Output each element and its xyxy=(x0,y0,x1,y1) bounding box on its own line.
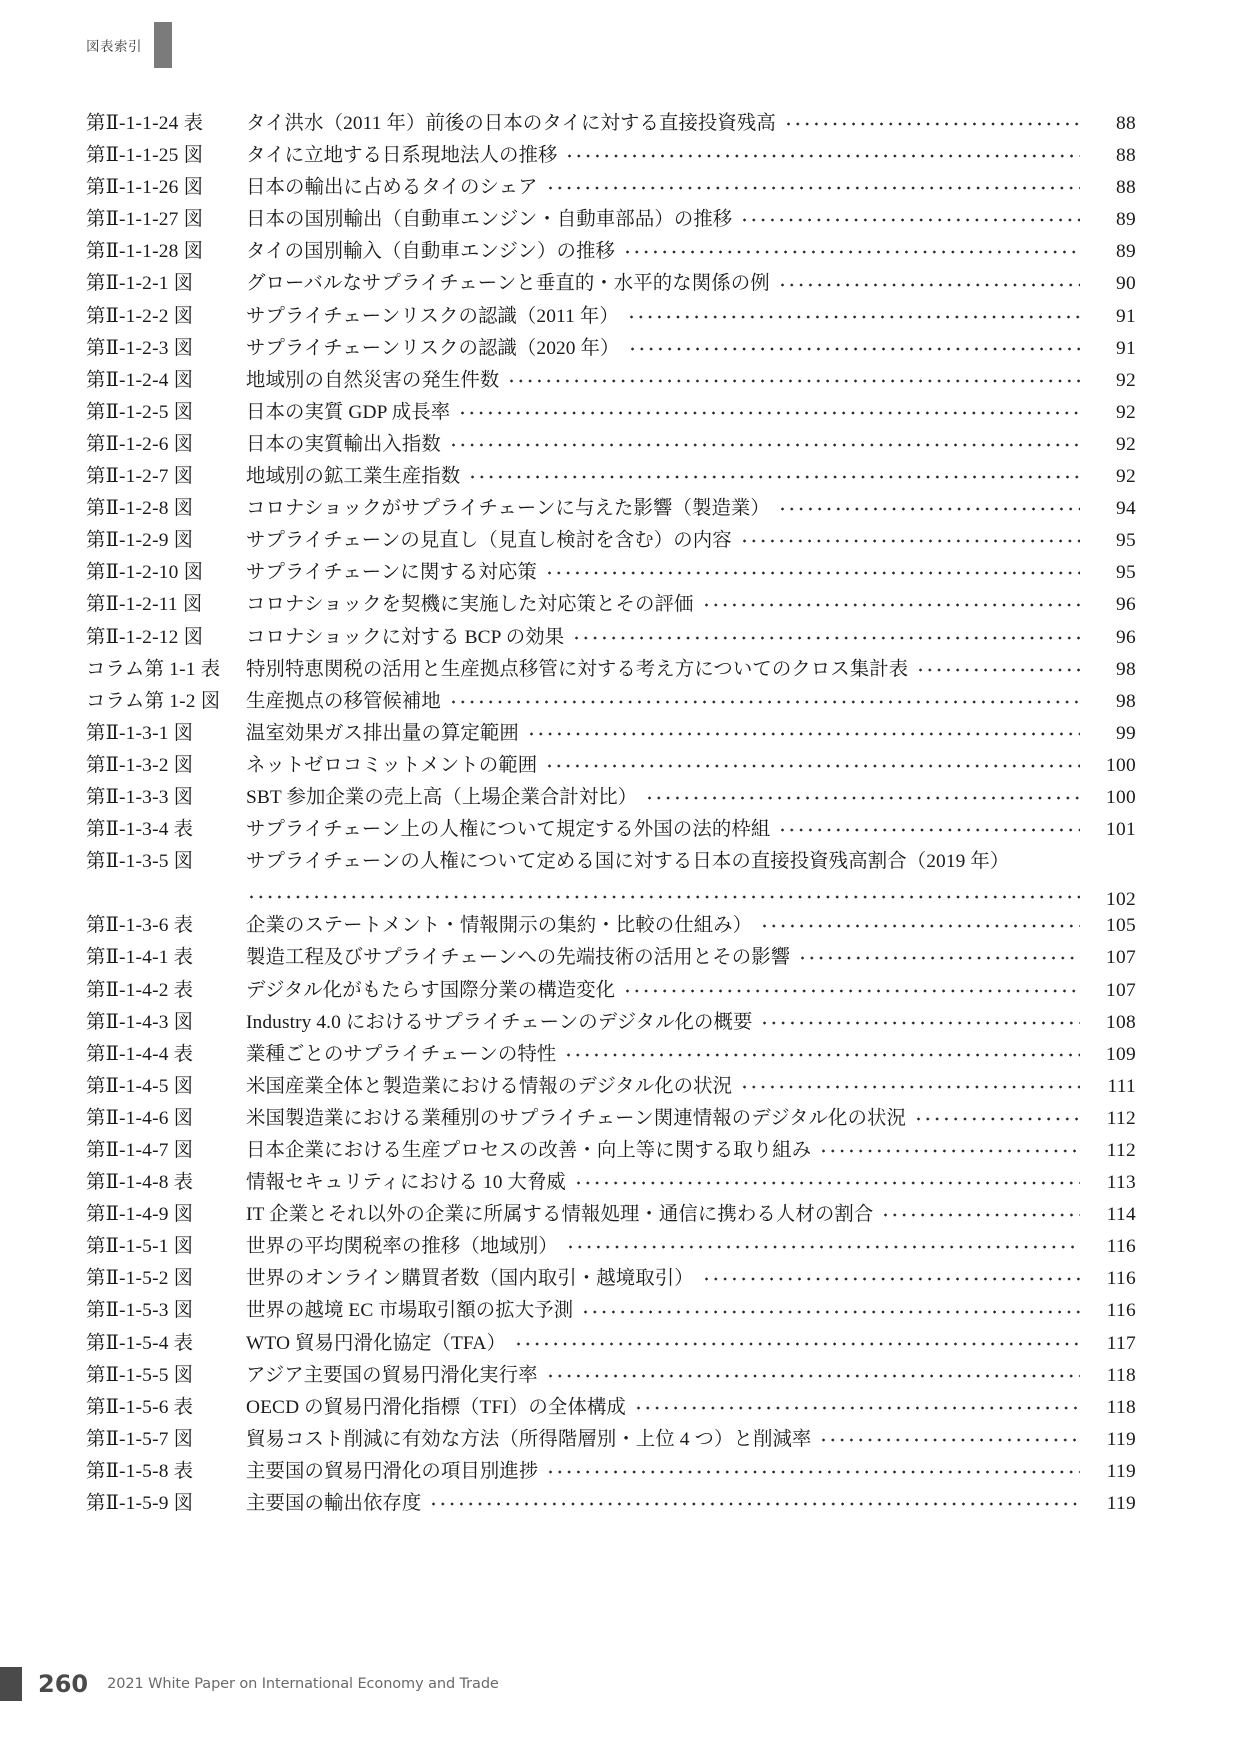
index-entry[interactable] xyxy=(86,1360,1136,1392)
index-entry-code: 第Ⅱ-1-4-8 表 xyxy=(86,1172,194,1194)
index-entry[interactable] xyxy=(86,268,1136,300)
dot-leader xyxy=(626,981,1080,1000)
index-entry-title: 米国製造業における業種別のサプライチェーン関連情報のデジタル化の状況 xyxy=(246,1107,906,1129)
dot-leader xyxy=(549,1462,1080,1481)
dot-leader xyxy=(763,917,1080,936)
index-entry-title: コロナショックに対する BCP の効果 xyxy=(246,626,565,648)
dot-leader xyxy=(763,1013,1080,1032)
index-entry-page: 95 xyxy=(1116,562,1136,584)
index-entry[interactable] xyxy=(86,557,1136,589)
index-entry[interactable] xyxy=(86,1167,1136,1199)
dot-leader xyxy=(432,1495,1080,1514)
index-entry-code: 第Ⅱ-1-4-1 表 xyxy=(86,947,194,969)
index-entry-page: 112 xyxy=(1106,1107,1136,1129)
index-entry[interactable] xyxy=(86,525,1136,557)
index-entry[interactable] xyxy=(86,846,1136,910)
index-entry-page: 118 xyxy=(1106,1396,1136,1418)
dot-leader xyxy=(884,1206,1080,1225)
dot-leader xyxy=(567,1045,1080,1064)
dot-leader xyxy=(919,660,1080,679)
index-entry[interactable] xyxy=(86,750,1136,782)
index-entry-page: 92 xyxy=(1116,369,1136,391)
index-entry-page: 98 xyxy=(1116,690,1136,712)
index-entry[interactable] xyxy=(86,1231,1136,1263)
index-entry-title: 業種ごとのサプライチェーンの特性 xyxy=(246,1043,557,1065)
index-entry-page: 91 xyxy=(1116,337,1136,359)
index-entry[interactable] xyxy=(86,782,1136,814)
dot-leader xyxy=(917,1109,1080,1128)
dot-leader xyxy=(471,468,1080,487)
index-entry[interactable] xyxy=(86,301,1136,333)
index-entry-page: 90 xyxy=(1116,273,1136,295)
index-entry-page: 94 xyxy=(1116,498,1136,520)
index-entry-title: アジア主要国の貿易円滑化実行率 xyxy=(246,1364,538,1386)
footer-accent-bar xyxy=(0,1667,22,1701)
index-entry-page: 92 xyxy=(1116,401,1136,423)
index-entry[interactable] xyxy=(86,397,1136,429)
index-entry-code: 第Ⅱ-1-5-7 図 xyxy=(86,1428,194,1450)
index-entry-title: 世界のオンライン購買者数（国内取引・越境取引） xyxy=(246,1268,694,1290)
index-entry-code: 第Ⅱ-1-2-2 図 xyxy=(86,305,194,327)
index-entry-code: 第Ⅱ-1-2-1 図 xyxy=(86,273,194,295)
index-entry-page: 88 xyxy=(1116,145,1136,167)
dot-leader xyxy=(781,275,1080,294)
index-entry-page: 119 xyxy=(1106,1428,1136,1450)
index-entry[interactable] xyxy=(86,1392,1136,1424)
index-entry[interactable] xyxy=(86,1456,1136,1488)
index-entry[interactable] xyxy=(86,1007,1136,1039)
index-entry-title: 地域別の鉱工業生産指数 xyxy=(246,466,461,488)
index-entry-code: 第Ⅱ-1-3-1 図 xyxy=(86,722,194,744)
index-entry[interactable] xyxy=(86,654,1136,686)
index-entry-title: 世界の平均関税率の推移（地域別） xyxy=(246,1236,558,1258)
dot-leader xyxy=(250,888,1080,907)
index-entry[interactable] xyxy=(86,365,1136,397)
index-entry-page: 100 xyxy=(1106,786,1136,808)
index-entry-code: 第Ⅱ-1-2-9 図 xyxy=(86,530,194,552)
index-entry-code: コラム第 1-2 図 xyxy=(86,690,221,712)
index-entry-page: 101 xyxy=(1106,819,1136,841)
index-entry[interactable] xyxy=(86,1199,1136,1231)
index-entry[interactable] xyxy=(86,1263,1136,1295)
index-entry-title: 日本の実質 GDP 成長率 xyxy=(246,401,451,423)
index-entry-title: コロナショックがサプライチェーンに与えた影響（製造業） xyxy=(246,498,770,520)
index-entry[interactable] xyxy=(86,910,1136,942)
index-entry-code: 第Ⅱ-1-1-28 図 xyxy=(86,241,204,263)
index-entry-code: 第Ⅱ-1-2-5 図 xyxy=(86,401,194,423)
index-entry-code: 第Ⅱ-1-4-6 図 xyxy=(86,1107,194,1129)
index-entry[interactable] xyxy=(86,429,1136,461)
index-entry-code: 第Ⅱ-1-2-3 図 xyxy=(86,337,194,359)
index-entry-page: 92 xyxy=(1116,466,1136,488)
dot-leader xyxy=(452,692,1080,711)
index-entry-code: 第Ⅱ-1-3-5 図 xyxy=(86,851,194,873)
index-entry-title: 生産拠点の移管候補地 xyxy=(246,690,441,712)
dot-leader xyxy=(705,1270,1080,1289)
index-entry-code: 第Ⅱ-1-3-2 図 xyxy=(86,754,194,776)
index-entry-page: 114 xyxy=(1106,1204,1136,1226)
index-entry-page: 117 xyxy=(1106,1332,1136,1354)
dot-leader xyxy=(530,724,1080,743)
index-entry-page: 88 xyxy=(1116,177,1136,199)
dot-leader xyxy=(743,211,1080,230)
index-entry-title: コロナショックを契機に実施した対応策とその評価 xyxy=(246,594,694,616)
dot-leader xyxy=(584,1302,1080,1321)
index-entry-code: 第Ⅱ-1-3-4 表 xyxy=(86,819,194,841)
index-entry-title: 日本企業における生産プロセスの改善・向上等に関する取り組み xyxy=(246,1140,812,1161)
dot-leader xyxy=(575,628,1080,647)
index-entry[interactable] xyxy=(86,589,1136,621)
dot-leader xyxy=(549,179,1080,198)
footer-publication-title: 2021 White Paper on International Economy and Trade xyxy=(107,1676,499,1692)
index-entry-page: 108 xyxy=(1106,1011,1136,1033)
dot-leader xyxy=(548,756,1080,775)
index-entry-code: 第Ⅱ-1-5-1 図 xyxy=(86,1236,194,1258)
index-entry-code: 第Ⅱ-1-1-27 図 xyxy=(86,209,204,231)
index-entry[interactable] xyxy=(86,1488,1136,1520)
index-entry-page: 91 xyxy=(1116,305,1136,327)
dot-leader xyxy=(637,1398,1080,1417)
index-entry-page: 112 xyxy=(1106,1140,1136,1161)
index-entry-title: サプライチェーンリスクの認識（2011 年） xyxy=(246,305,619,327)
index-entry-code: 第Ⅱ-1-1-25 図 xyxy=(86,145,204,167)
dot-leader xyxy=(568,147,1080,166)
dot-leader xyxy=(630,307,1080,326)
dot-leader xyxy=(648,789,1080,808)
dot-leader xyxy=(705,596,1080,615)
index-entry-page: 89 xyxy=(1116,209,1136,231)
index-entry-page: 113 xyxy=(1106,1172,1136,1194)
index-entry-code: 第Ⅱ-1-2-8 図 xyxy=(86,498,194,520)
footer-page-number: 260 xyxy=(38,1670,89,1698)
dot-leader xyxy=(510,371,1080,390)
index-entry[interactable] xyxy=(86,1039,1136,1071)
index-entry-code: 第Ⅱ-1-5-4 表 xyxy=(86,1332,194,1354)
index-entry[interactable] xyxy=(86,140,1136,172)
dot-leader xyxy=(631,339,1080,358)
index-entry-title: サプライチェーンの人権について定める国に対する日本の直接投資残高割合（2019 年） xyxy=(246,851,1010,873)
running-head xyxy=(86,22,172,68)
index-entry-page: 119 xyxy=(1106,1460,1136,1482)
index-entry-page: 111 xyxy=(1107,1075,1136,1097)
index-entry-title: 日本の輸出に占めるタイのシェア xyxy=(246,177,538,199)
index-entry[interactable] xyxy=(86,1295,1136,1327)
index-entry-code: 第Ⅱ-1-5-9 図 xyxy=(86,1493,194,1515)
index-entry-title: 主要国の貿易円滑化の項目別進捗 xyxy=(246,1460,539,1482)
index-entry[interactable] xyxy=(86,1135,1136,1167)
dot-leader xyxy=(743,532,1080,551)
index-entry-code: 第Ⅱ-1-5-2 図 xyxy=(86,1268,194,1290)
index-entry-title: 貿易コスト削減に有効な方法（所得階層別・上位 4 つ）と削減率 xyxy=(246,1428,812,1450)
index-entry-title: SBT 参加企業の売上高（上場企業合計対比） xyxy=(246,786,638,808)
index-entry[interactable] xyxy=(86,1071,1136,1103)
index-entry-page: 109 xyxy=(1106,1043,1136,1065)
dot-leader xyxy=(577,1174,1080,1193)
index-entry-page: 116 xyxy=(1106,1236,1136,1258)
index-entry-code: 第Ⅱ-1-5-3 図 xyxy=(86,1300,194,1322)
index-entry-page: 105 xyxy=(1106,915,1136,937)
index-entry-code: 第Ⅱ-1-4-9 図 xyxy=(86,1204,194,1226)
page-footer xyxy=(0,1667,1241,1701)
index-entry-code: 第Ⅱ-1-2-10 図 xyxy=(86,562,204,584)
running-head-label: 図表索引 xyxy=(86,39,142,55)
dot-leader xyxy=(517,1334,1080,1353)
index-entry-title: IT 企業とそれ以外の企業に所属する情報処理・通信に携わる人材の割合 xyxy=(246,1204,874,1226)
index-entry-title: 特別特恵関税の活用と生産拠点移管に対する考え方についてのクロス集計表 xyxy=(246,658,909,680)
index-entry-code: 第Ⅱ-1-4-3 図 xyxy=(86,1011,194,1033)
index-entry-page: 98 xyxy=(1116,658,1136,680)
index-entry-page: 96 xyxy=(1116,594,1136,616)
index-entry[interactable] xyxy=(86,493,1136,525)
index-entry-code: 第Ⅱ-1-3-3 図 xyxy=(86,786,194,808)
index-entry[interactable] xyxy=(86,236,1136,268)
index-entry-page: 100 xyxy=(1106,754,1136,776)
figure-index-list xyxy=(86,108,1136,1520)
index-entry-title: タイの国別輸入（自動車エンジン）の推移 xyxy=(246,241,615,263)
dot-leader xyxy=(822,1430,1080,1449)
dot-leader xyxy=(626,243,1080,262)
index-entry-title: タイに立地する日系現地法人の推移 xyxy=(246,145,558,167)
index-entry-code: 第Ⅱ-1-2-6 図 xyxy=(86,433,194,455)
index-entry-title: 地域別の自然災害の発生件数 xyxy=(246,369,500,391)
dot-leader xyxy=(548,564,1080,583)
index-entry[interactable] xyxy=(86,172,1136,204)
index-entry-code: 第Ⅱ-1-5-5 図 xyxy=(86,1364,194,1386)
index-entry-title: 企業のステートメント・情報開示の集約・比較の仕組み） xyxy=(246,915,753,937)
index-entry-title: WTO 貿易円滑化協定（TFA） xyxy=(246,1332,506,1354)
dot-leader xyxy=(452,435,1080,454)
index-entry-code: 第Ⅱ-1-4-2 表 xyxy=(86,979,194,1001)
dot-leader xyxy=(801,949,1080,968)
index-entry[interactable] xyxy=(86,333,1136,365)
index-entry-title: サプライチェーンリスクの認識（2020 年） xyxy=(246,337,620,359)
index-entry-title: 日本の実質輸出入指数 xyxy=(246,433,441,455)
index-entry-page: 107 xyxy=(1106,947,1136,969)
running-head-bar xyxy=(154,22,172,68)
index-entry-code: 第Ⅱ-1-4-5 図 xyxy=(86,1075,194,1097)
dot-leader xyxy=(822,1142,1080,1161)
index-entry[interactable] xyxy=(86,108,1136,140)
index-entry[interactable] xyxy=(86,814,1136,846)
index-entry-page: 102 xyxy=(1106,889,1136,911)
dot-leader xyxy=(569,1238,1080,1257)
index-entry-title: サプライチェーンに関する対応策 xyxy=(246,562,537,584)
index-entry-title: 世界の越境 EC 市場取引額の拡大予測 xyxy=(246,1300,574,1322)
index-entry-title: 米国産業全体と製造業における情報のデジタル化の状況 xyxy=(246,1075,733,1097)
index-entry[interactable] xyxy=(86,975,1136,1007)
index-entry-page: 89 xyxy=(1116,241,1136,263)
index-entry-title: 情報セキュリティにおける 10 大脅威 xyxy=(246,1172,566,1194)
index-entry-code: コラム第 1-1 表 xyxy=(86,658,221,680)
index-entry-title: サプライチェーン上の人権について規定する外国の法的枠組 xyxy=(246,819,771,841)
index-entry-title: 温室効果ガス排出量の算定範囲 xyxy=(246,722,519,744)
index-entry-code: 第Ⅱ-1-2-7 図 xyxy=(86,466,194,488)
index-entry-page: 92 xyxy=(1116,433,1136,455)
index-entry-code: 第Ⅱ-1-2-11 図 xyxy=(86,594,203,616)
index-entry-page: 118 xyxy=(1106,1364,1136,1386)
index-entry[interactable] xyxy=(86,622,1136,654)
dot-leader xyxy=(549,1366,1080,1385)
index-entry-page: 99 xyxy=(1116,722,1136,744)
index-entry-code: 第Ⅱ-1-2-4 図 xyxy=(86,369,194,391)
index-entry-title: サプライチェーンの見直し（見直し検討を含む）の内容 xyxy=(246,530,732,552)
index-entry-page: 88 xyxy=(1116,113,1136,134)
dot-leader xyxy=(781,821,1080,840)
index-entry-page: 116 xyxy=(1106,1268,1136,1290)
index-entry-title: 製造工程及びサプライチェーンへの先端技術の活用とその影響 xyxy=(246,947,791,969)
index-entry[interactable] xyxy=(86,204,1136,236)
index-entry-title: デジタル化がもたらす国際分業の構造変化 xyxy=(246,979,616,1001)
index-entry-page: 119 xyxy=(1106,1493,1136,1515)
index-entry-title: グローバルなサプライチェーンと垂直的・水平的な関係の例 xyxy=(246,273,770,295)
index-entry-title: タイ洪水（2011 年）前後の日本のタイに対する直接投資残高 xyxy=(246,113,776,134)
index-entry-code: 第Ⅱ-1-4-4 表 xyxy=(86,1043,194,1065)
dot-leader xyxy=(743,1077,1080,1096)
index-entry[interactable] xyxy=(86,942,1136,974)
index-entry-code: 第Ⅱ-1-2-12 図 xyxy=(86,626,204,648)
dot-leader xyxy=(461,403,1080,422)
index-entry-page: 116 xyxy=(1106,1300,1136,1322)
dot-leader xyxy=(787,115,1080,134)
index-entry[interactable] xyxy=(86,1424,1136,1456)
index-entry-page: 96 xyxy=(1116,626,1136,648)
index-entry-code: 第Ⅱ-1-5-8 表 xyxy=(86,1460,194,1482)
index-entry[interactable] xyxy=(86,1103,1136,1135)
index-entry-page: 107 xyxy=(1106,979,1136,1001)
index-entry-page: 95 xyxy=(1116,530,1136,552)
index-entry-title: 日本の国別輸出（自動車エンジン・自動車部品）の推移 xyxy=(246,209,733,231)
dot-leader xyxy=(781,500,1080,519)
index-entry[interactable] xyxy=(86,686,1136,718)
index-entry-code: 第Ⅱ-1-5-6 表 xyxy=(86,1396,194,1418)
index-entry-title: ネットゼロコミットメントの範囲 xyxy=(246,754,538,776)
index-entry-code: 第Ⅱ-1-3-6 表 xyxy=(86,915,194,937)
index-entry[interactable] xyxy=(86,461,1136,493)
index-entry-title: OECD の貿易円滑化指標（TFI）の全体構成 xyxy=(246,1396,626,1418)
index-entry-code: 第Ⅱ-1-1-26 図 xyxy=(86,177,204,199)
index-entry[interactable] xyxy=(86,1328,1136,1360)
index-entry-code: 第Ⅱ-1-4-7 図 xyxy=(86,1140,194,1161)
index-entry-code: 第Ⅱ-1-1-24 表 xyxy=(86,113,204,134)
index-entry-title: 主要国の輸出依存度 xyxy=(246,1493,422,1515)
index-entry-title: Industry 4.0 におけるサプライチェーンのデジタル化の概要 xyxy=(246,1011,753,1033)
index-entry[interactable] xyxy=(86,718,1136,750)
